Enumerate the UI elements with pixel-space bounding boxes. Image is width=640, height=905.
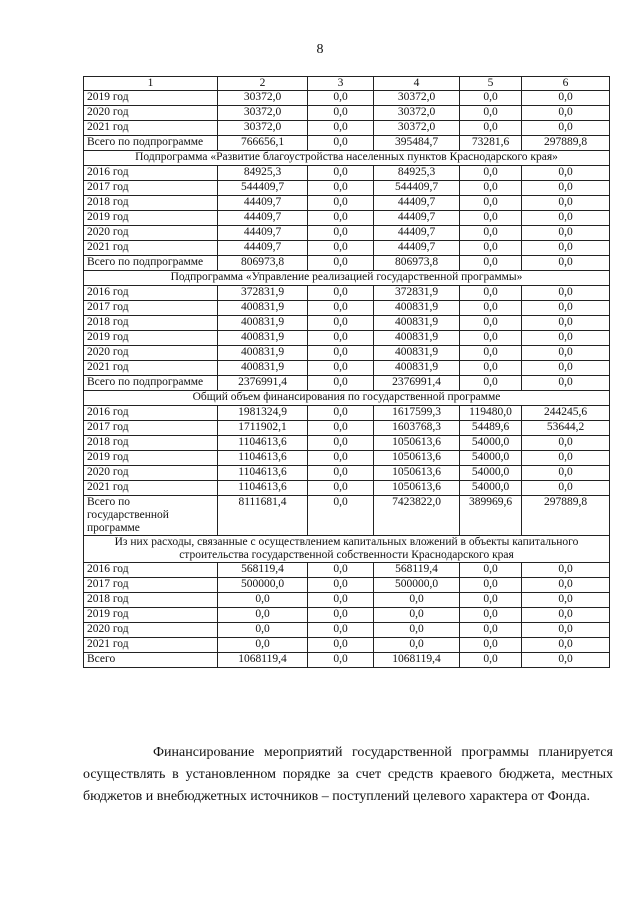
amount-cell: 44409,7	[374, 241, 460, 256]
amount-cell: 0,0	[522, 331, 610, 346]
table-row	[84, 451, 610, 466]
row-label: Всего	[84, 653, 218, 668]
amount-cell: 54000,0	[460, 466, 522, 481]
row-label: 2016 год	[84, 406, 218, 421]
amount-cell: 0,0	[460, 623, 522, 638]
amount-cell: 372831,9	[374, 286, 460, 301]
amount-cell: 0,0	[308, 466, 374, 481]
amount-cell: 0,0	[522, 256, 610, 271]
row-label: 2019 год	[84, 211, 218, 226]
table-row	[84, 421, 610, 436]
table-row	[84, 301, 610, 316]
amount-cell: 0,0	[308, 91, 374, 106]
amount-cell: 0,0	[522, 593, 610, 608]
amount-cell: 73281,6	[460, 136, 522, 151]
amount-cell: 0,0	[522, 451, 610, 466]
amount-cell: 54489,6	[460, 421, 522, 436]
amount-cell: 500000,0	[218, 578, 308, 593]
amount-cell: 0,0	[522, 301, 610, 316]
amount-cell: 84925,3	[374, 166, 460, 181]
amount-cell: 0,0	[460, 563, 522, 578]
amount-cell: 0,0	[522, 211, 610, 226]
amount-cell: 0,0	[522, 241, 610, 256]
amount-cell: 0,0	[522, 436, 610, 451]
amount-cell: 0,0	[460, 316, 522, 331]
amount-cell: 0,0	[308, 166, 374, 181]
amount-cell: 0,0	[460, 226, 522, 241]
row-label: 2018 год	[84, 593, 218, 608]
row-label: 2016 год	[84, 286, 218, 301]
amount-cell: 0,0	[308, 226, 374, 241]
amount-cell: 44409,7	[374, 211, 460, 226]
amount-cell: 0,0	[522, 623, 610, 638]
amount-cell: 400831,9	[374, 331, 460, 346]
row-label: 2020 год	[84, 106, 218, 121]
amount-cell: 30372,0	[374, 106, 460, 121]
row-label: 2019 год	[84, 608, 218, 623]
amount-cell: 0,0	[308, 331, 374, 346]
amount-cell: 0,0	[522, 91, 610, 106]
amount-cell: 0,0	[308, 286, 374, 301]
amount-cell: 1617599,3	[374, 406, 460, 421]
amount-cell: 0,0	[308, 301, 374, 316]
table-row	[84, 466, 610, 481]
amount-cell: 389969,6	[460, 496, 522, 536]
amount-cell: 0,0	[460, 346, 522, 361]
amount-cell: 0,0	[374, 623, 460, 638]
amount-cell: 400831,9	[218, 361, 308, 376]
total-row	[84, 496, 610, 536]
amount-cell: 0,0	[308, 578, 374, 593]
row-label: 2021 год	[84, 241, 218, 256]
amount-cell: 0,0	[308, 481, 374, 496]
total-row	[84, 376, 610, 391]
amount-cell: 0,0	[522, 481, 610, 496]
amount-cell: 297889,8	[522, 496, 610, 536]
row-label: 2016 год	[84, 166, 218, 181]
amount-cell: 0,0	[308, 346, 374, 361]
table-row	[84, 481, 610, 496]
amount-cell: 0,0	[460, 301, 522, 316]
section-header-row	[84, 391, 610, 406]
row-label: 2020 год	[84, 226, 218, 241]
section-header-row	[84, 271, 610, 286]
amount-cell: 400831,9	[218, 316, 308, 331]
table-row	[84, 436, 610, 451]
amount-cell: 0,0	[522, 196, 610, 211]
amount-cell: 244245,6	[522, 406, 610, 421]
amount-cell: 0,0	[308, 406, 374, 421]
amount-cell: 0,0	[308, 106, 374, 121]
amount-cell: 2376991,4	[374, 376, 460, 391]
amount-cell: 54000,0	[460, 481, 522, 496]
amount-cell: 400831,9	[218, 301, 308, 316]
amount-cell: 0,0	[308, 593, 374, 608]
row-label: 2017 год	[84, 181, 218, 196]
amount-cell: 1068119,4	[218, 653, 308, 668]
amount-cell: 0,0	[308, 451, 374, 466]
amount-cell: 372831,9	[218, 286, 308, 301]
table-row	[84, 608, 610, 623]
table-header-row	[84, 77, 610, 91]
row-label: 2018 год	[84, 436, 218, 451]
row-label: 2020 год	[84, 623, 218, 638]
row-label: 2018 год	[84, 196, 218, 211]
row-label: 2019 год	[84, 91, 218, 106]
amount-cell: 500000,0	[374, 578, 460, 593]
amount-cell: 0,0	[460, 91, 522, 106]
amount-cell: 1050613,6	[374, 436, 460, 451]
amount-cell: 0,0	[522, 608, 610, 623]
amount-cell: 30372,0	[374, 121, 460, 136]
amount-cell: 568119,4	[374, 563, 460, 578]
row-label: 2019 год	[84, 451, 218, 466]
amount-cell: 1050613,6	[374, 481, 460, 496]
amount-cell: 30372,0	[218, 121, 308, 136]
column-header: 2	[218, 77, 308, 91]
row-label: Всего по подпрограмме	[84, 376, 218, 391]
amount-cell: 1050613,6	[374, 451, 460, 466]
column-header: 3	[308, 77, 374, 91]
amount-cell: 395484,7	[374, 136, 460, 151]
amount-cell: 0,0	[308, 196, 374, 211]
amount-cell: 44409,7	[218, 226, 308, 241]
amount-cell: 1104613,6	[218, 451, 308, 466]
amount-cell: 0,0	[460, 166, 522, 181]
financing-table	[83, 76, 610, 668]
table-row	[84, 106, 610, 121]
amount-cell: 0,0	[308, 256, 374, 271]
row-label: Всего по подпрограмме	[84, 256, 218, 271]
amount-cell: 0,0	[308, 496, 374, 536]
amount-cell: 0,0	[522, 286, 610, 301]
amount-cell: 0,0	[460, 286, 522, 301]
amount-cell: 2376991,4	[218, 376, 308, 391]
section-header-row	[84, 151, 610, 166]
amount-cell: 1068119,4	[374, 653, 460, 668]
table-row	[84, 286, 610, 301]
amount-cell: 0,0	[308, 211, 374, 226]
amount-cell: 0,0	[308, 436, 374, 451]
amount-cell: 7423822,0	[374, 496, 460, 536]
amount-cell: 44409,7	[218, 241, 308, 256]
row-label: 2018 год	[84, 316, 218, 331]
amount-cell: 53644,2	[522, 421, 610, 436]
amount-cell: 84925,3	[218, 166, 308, 181]
table-row	[84, 653, 610, 668]
amount-cell: 0,0	[460, 376, 522, 391]
row-label: 2020 год	[84, 466, 218, 481]
table-row	[84, 121, 610, 136]
amount-cell: 0,0	[308, 608, 374, 623]
amount-cell: 0,0	[460, 653, 522, 668]
amount-cell: 0,0	[522, 166, 610, 181]
section-title: Общий объем финансирования по государственной программе	[84, 391, 610, 406]
amount-cell: 568119,4	[218, 563, 308, 578]
amount-cell: 0,0	[308, 181, 374, 196]
amount-cell: 0,0	[218, 608, 308, 623]
table-body	[84, 91, 610, 668]
table-row	[84, 578, 610, 593]
amount-cell: 544409,7	[218, 181, 308, 196]
amount-cell: 0,0	[460, 211, 522, 226]
amount-cell: 297889,8	[522, 136, 610, 151]
amount-cell: 0,0	[460, 241, 522, 256]
row-label: 2017 год	[84, 301, 218, 316]
amount-cell: 0,0	[460, 256, 522, 271]
page-number: 8	[316, 42, 324, 57]
table-row	[84, 196, 610, 211]
amount-cell: 1711902,1	[218, 421, 308, 436]
amount-cell: 0,0	[522, 121, 610, 136]
column-header: 5	[460, 77, 522, 91]
row-label: 2021 год	[84, 121, 218, 136]
amount-cell: 0,0	[522, 578, 610, 593]
table-row	[84, 593, 610, 608]
amount-cell: 0,0	[460, 331, 522, 346]
amount-cell: 0,0	[460, 181, 522, 196]
amount-cell: 0,0	[308, 241, 374, 256]
amount-cell: 0,0	[460, 121, 522, 136]
amount-cell: 30372,0	[374, 91, 460, 106]
amount-cell: 0,0	[308, 638, 374, 653]
amount-cell: 0,0	[218, 623, 308, 638]
amount-cell: 8111681,4	[218, 496, 308, 536]
amount-cell: 1603768,3	[374, 421, 460, 436]
column-header: 1	[84, 77, 218, 91]
amount-cell: 30372,0	[218, 91, 308, 106]
column-header: 6	[522, 77, 610, 91]
amount-cell: 1104613,6	[218, 436, 308, 451]
table-row	[84, 638, 610, 653]
amount-cell: 0,0	[522, 106, 610, 121]
row-label: 2016 год	[84, 563, 218, 578]
amount-cell: 44409,7	[218, 196, 308, 211]
table-row	[84, 361, 610, 376]
table-row	[84, 406, 610, 421]
amount-cell: 54000,0	[460, 436, 522, 451]
table-row	[84, 346, 610, 361]
amount-cell: 400831,9	[374, 316, 460, 331]
row-label: 2021 год	[84, 481, 218, 496]
amount-cell: 400831,9	[374, 361, 460, 376]
amount-cell: 0,0	[460, 638, 522, 653]
amount-cell: 44409,7	[218, 211, 308, 226]
amount-cell: 0,0	[218, 638, 308, 653]
column-header: 4	[374, 77, 460, 91]
amount-cell: 0,0	[308, 653, 374, 668]
table-row	[84, 623, 610, 638]
row-label: 2020 год	[84, 346, 218, 361]
row-label: 2021 год	[84, 638, 218, 653]
amount-cell: 0,0	[308, 421, 374, 436]
amount-cell: 0,0	[522, 316, 610, 331]
amount-cell: 0,0	[308, 121, 374, 136]
amount-cell: 766656,1	[218, 136, 308, 151]
amount-cell: 400831,9	[374, 301, 460, 316]
amount-cell: 0,0	[522, 346, 610, 361]
amount-cell: 0,0	[308, 136, 374, 151]
amount-cell: 0,0	[522, 361, 610, 376]
amount-cell: 0,0	[460, 593, 522, 608]
amount-cell: 119480,0	[460, 406, 522, 421]
amount-cell: 44409,7	[374, 226, 460, 241]
amount-cell: 0,0	[522, 563, 610, 578]
amount-cell: 54000,0	[460, 451, 522, 466]
table-row	[84, 226, 610, 241]
amount-cell: 400831,9	[374, 346, 460, 361]
amount-cell: 0,0	[522, 376, 610, 391]
amount-cell: 1104613,6	[218, 481, 308, 496]
section-title: Из них расходы, связанные с осуществлением капитальных вложений в объекты капитального строительства государственной собственности Краснодарского края	[84, 536, 610, 563]
amount-cell: 0,0	[374, 593, 460, 608]
table-row	[84, 316, 610, 331]
amount-cell: 0,0	[460, 608, 522, 623]
amount-cell: 0,0	[374, 638, 460, 653]
row-label: 2019 год	[84, 331, 218, 346]
table-row	[84, 166, 610, 181]
amount-cell: 1050613,6	[374, 466, 460, 481]
total-row	[84, 136, 610, 151]
amount-cell: 806973,8	[218, 256, 308, 271]
amount-cell: 1981324,9	[218, 406, 308, 421]
row-label: Всего по государственной программе	[84, 496, 218, 536]
total-row	[84, 256, 610, 271]
amount-cell: 0,0	[460, 196, 522, 211]
amount-cell: 400831,9	[218, 346, 308, 361]
amount-cell: 0,0	[460, 578, 522, 593]
table-row	[84, 181, 610, 196]
row-label: 2017 год	[84, 421, 218, 436]
amount-cell: 0,0	[522, 638, 610, 653]
amount-cell: 0,0	[308, 316, 374, 331]
table-row	[84, 241, 610, 256]
amount-cell: 806973,8	[374, 256, 460, 271]
row-label: Всего по подпрограмме	[84, 136, 218, 151]
body-paragraph: Финансирование мероприятий государственной программы планируется осуществлять в установленном порядке за счет средств краевого бюджета, местных бюджетов и внебюджетных источников – поступлений целевого характера от Фонда.	[83, 745, 613, 804]
table-row	[84, 331, 610, 346]
table-row	[84, 91, 610, 106]
row-label: 2017 год	[84, 578, 218, 593]
amount-cell: 0,0	[308, 563, 374, 578]
amount-cell: 0,0	[522, 466, 610, 481]
section-title: Подпрограмма «Развитие благоустройства населенных пунктов Краснодарского края»	[84, 151, 610, 166]
amount-cell: 0,0	[522, 653, 610, 668]
amount-cell: 0,0	[308, 623, 374, 638]
table-row	[84, 211, 610, 226]
amount-cell: 0,0	[522, 181, 610, 196]
amount-cell: 44409,7	[374, 196, 460, 211]
amount-cell: 0,0	[308, 361, 374, 376]
amount-cell: 0,0	[308, 376, 374, 391]
amount-cell: 0,0	[522, 226, 610, 241]
amount-cell: 0,0	[460, 106, 522, 121]
section-title: Подпрограмма «Управление реализацией государственной программы»	[84, 271, 610, 286]
amount-cell: 0,0	[460, 361, 522, 376]
row-label: 2021 год	[84, 361, 218, 376]
section-header-row	[84, 536, 610, 563]
amount-cell: 0,0	[374, 608, 460, 623]
amount-cell: 1104613,6	[218, 466, 308, 481]
amount-cell: 30372,0	[218, 106, 308, 121]
amount-cell: 400831,9	[218, 331, 308, 346]
amount-cell: 0,0	[218, 593, 308, 608]
amount-cell: 544409,7	[374, 181, 460, 196]
table-row	[84, 563, 610, 578]
